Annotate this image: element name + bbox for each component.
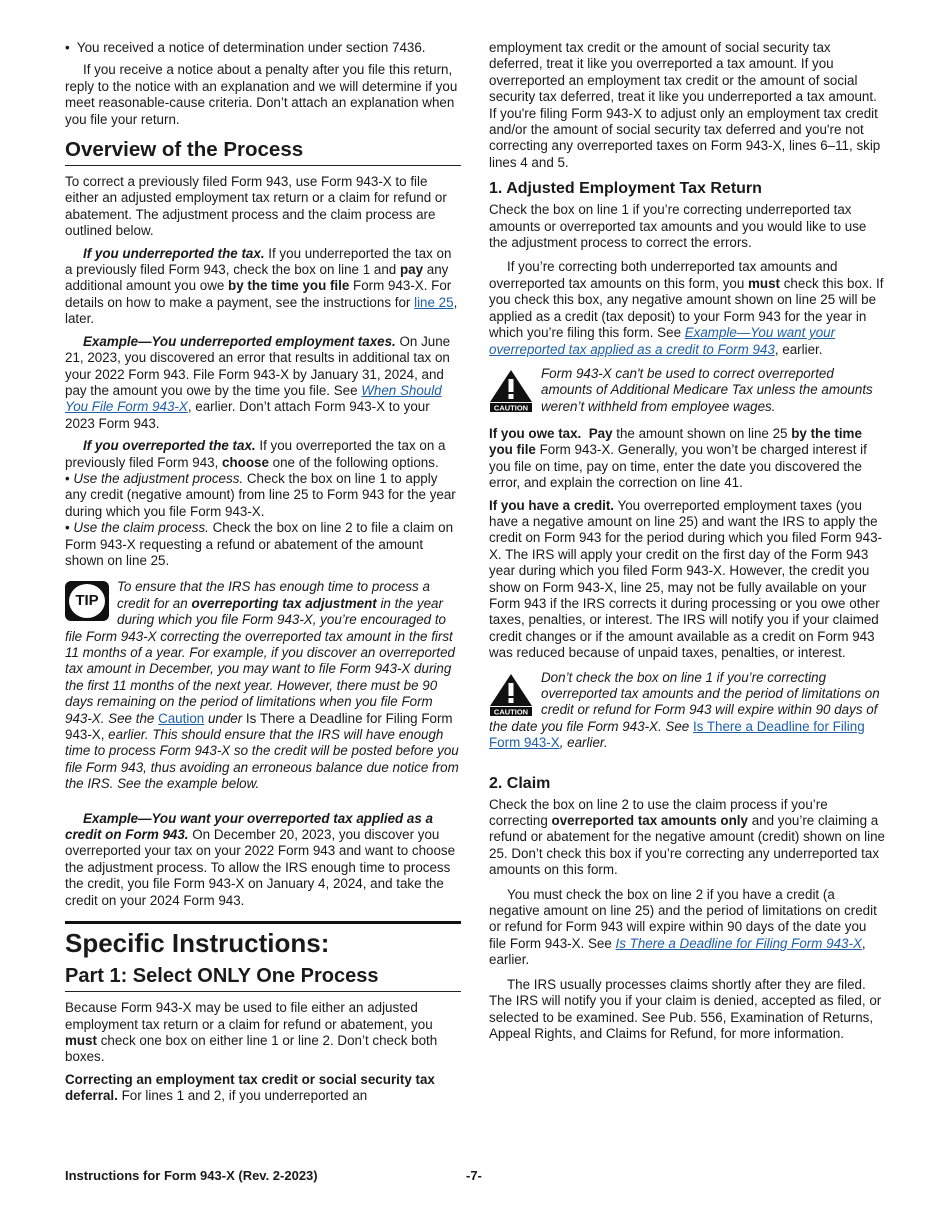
specific-instructions-heading: Specific Instructions: (65, 921, 461, 958)
caution-note-2: CAUTION Don’t check the box on line 1 if you’re correcting overreported tax amounts and the period of limitations on credit or refund for Form 943 will expire within 90 days of the date you file Form 943-X. See Is There a Deadline for Filing Form 943-X, earlier. (489, 669, 880, 751)
section1-heading: 1. Adjusted Employment Tax Return (489, 180, 762, 198)
section2-heading: 2. Claim (489, 774, 551, 792)
option-claim: • Use the claim process. Check the box on line 2 to file a claim on Form 943-X requesting a refund or abatement of the amount shown on line 25. (65, 520, 454, 568)
line-25-link[interactable]: line 25 (414, 294, 454, 310)
underreported-paragraph: If you underreported the tax. If you underreported the tax on a previously filed Form 943, check the box on line 1 and pay any additional amount you owe by the time you file Form 943-X. For details on how to make a payment, see the instructions for line 25, later. (65, 245, 458, 327)
continued-paragraph: employment tax credit or the amount of social security tax deferred, treat it like you overreported a tax amount. If you overreported an employment tax credit or the amount of social security tax deferred, treat it like you underreported a tax amount. If you're filing Form 943-X to adjust only an employment tax credit and/or the amount of social security tax deferred and you're not correcting any overreported taxes on Form 943-X, lines 6–11, skip lines 4 and 5. (489, 40, 881, 170)
usually-paragraph: The IRS usually processes claims shortly after they are filed. The IRS will notify you if your claim is denied, accepted as filed, or selected to be examined. See Pub. 556, Examination of Returns, Appeal Rights, and Claims for Refund, for more information. (489, 976, 882, 1041)
caution-icon (489, 368, 533, 412)
example-underreported: Example—You underreported employment taxes. On June 21, 2023, you discovered an error that results in additional tax on your 2022 Form 943. File Form 943-X by January 31, 2024, and pay the amount you owe by the time you file. See When Should You File Form 943-X, earlier. Don’t attach Form 943-X to your 2023 Form 943. (65, 333, 451, 431)
deadline-link-2[interactable]: Is There a Deadline for Filing Form 943-X (615, 935, 862, 951)
caution-link[interactable]: Caution (158, 710, 205, 726)
overview-paragraph: To correct a previously filed Form 943, use Form 943-X to file either an adjusted employment tax return or a claim for refund or abatement. The adjustment process and the claim process are outlined below. (65, 174, 447, 239)
caution-label: CAUTION (493, 707, 529, 716)
example-overreported: Example—You want your overreported tax applied as a credit on Form 943. On December 20, 2023, you discover you overreported your tax on your 2022 Form 943 and want to choose the adjustment process. To allow the IRS enough time to process the credit, you file Form 943-X on January 4, 2024, and take the credit on your 2024 Form 943. (65, 810, 456, 908)
option-adjustment: • Use the adjustment process. Check the box on line 1 to apply any credit (negative amount) from line 25 to Form 943 for the year during which you file Form 943-X. (65, 470, 456, 519)
must-check-paragraph: You must check the box on line 2 if you have a credit (a negative amount on line 25) and the period of limitations on credit or refund for Form 943 will expire within 90 days of the date you file Form 943-X. See Is There a Deadline for Filing Form 943-X, earlier. (489, 886, 877, 968)
left-column (65, 40, 461, 1111)
right-column (489, 40, 885, 1048)
owe-tax-paragraph: If you owe tax. Pay the amount shown on line 25 by the time you file Form 943-X. Generally, you won’t be charged interest if you file on time, pay on time, enter the date you discovered the error, and explain the correction on line 41. (489, 425, 867, 491)
tip-icon: TIP (65, 581, 109, 621)
deadline-link[interactable]: Is There a Deadline for Filing Form 943-X (489, 718, 865, 751)
tip-note: TIP To ensure that the IRS has enough time to process a credit for an overreporting tax adjustment in the year during which you file Form 943-X, you’re encouraged to file Form 943-X correcting the overreported tax amount in the first 11 months of a year. For example, if you discover an overreported tax amount in December, you may want to file Form 943-X during the first 11 months of the next year. However, there must be 90 days remaining on the period of limitations when you file Form 943-X. See the Caution under Is There a Deadline for Filing Form 943-X, earlier. This should ensure that the IRS will have enough time to process Form 943-X so the credit will be posted before you file Form 943, thus avoiding an erroneous balance due notice from the IRS. See the example below. (65, 579, 459, 792)
overview-heading: Overview of the Process (65, 138, 461, 166)
caution-label: CAUTION (493, 403, 529, 412)
both-amounts-paragraph: If you’re correcting both underreported tax amounts and overreported tax amounts on this form, you must check this box. If you check this box, any negative amount shown on line 25 will be applied as a credit (tax deposit) to your Form 943 for the year in which you’re filing this form. See Example—You want your overreported tax applied as a credit to Form 943, earlier. (489, 259, 884, 357)
credit-paragraph: If you have a credit. You overreported employment taxes (you have a negative amount on line 25) and want the IRS to apply the credit on Form 943 for the period during which you filed Form 943-X. The IRS will apply your credit on the first day of the Form 943 year during which you filed Form 943-X. However, the credit you show on Form 943-X, line 25, may not be fully available on your Form 943 if the IRS corrects it during processing or you owe other taxes, penalties, or interest. The IRS will notify you if your claimed credit changes or if the amount available as a credit on Form 943 was reduced because of unpaid taxes, penalties, or interest. (489, 497, 882, 661)
section1-paragraph: Check the box on line 1 if you’re correcting underreported tax amounts or overreported tax amounts and you would like to use the adjustment process to correct the errors. (489, 202, 867, 251)
footer-title: Instructions for Form 943-X (Rev. 2-2023) (65, 1168, 318, 1183)
penalty-paragraph: If you receive a notice about a penalty after you file this return, reply to the notice with an explanation and we will determine if you meet reasonable-cause criteria. Don’t attach an explanation when you file your return. (65, 62, 458, 127)
caution-icon (489, 672, 533, 716)
example-credit-link[interactable]: Example—You want your overreported tax applied as a credit to Form 943 (489, 325, 836, 357)
when-file-link[interactable]: When Should You File Form 943-X (65, 382, 442, 415)
claim-paragraph: Check the box on line 2 to use the claim process if you’re correcting overreported tax amounts only and you’re claiming a refund or abatement for the negative amount (credit) shown on line 25. Don’t check this box if you’re correcting any underreported tax amounts on this form. (489, 796, 885, 878)
part1-heading: Part 1: Select ONLY One Process (65, 964, 461, 992)
part1-paragraph: Because Form 943-X may be used to file either an adjusted employment tax return or a claim for refund or abatement, you must check one box on either line 1 or line 2. Don’t check both boxes. (65, 1000, 438, 1065)
overreported-paragraph: If you overreported the tax. If you overreported the tax on a previously filed Form 943, choose one of the following options. (65, 438, 446, 470)
correcting-paragraph: Correcting an employment tax credit or social security tax deferral. For lines 1 and 2, if you underreported an (65, 1071, 435, 1104)
caution-note-1: CAUTION Form 943-X can't be used to correct overreported amounts of Additional Medicare Tax unless the amounts weren’t withheld from employee wages. (489, 366, 885, 416)
page-number: -7- (466, 1168, 482, 1183)
bullet-notice: • You received a notice of determination under section 7436. (65, 40, 426, 55)
